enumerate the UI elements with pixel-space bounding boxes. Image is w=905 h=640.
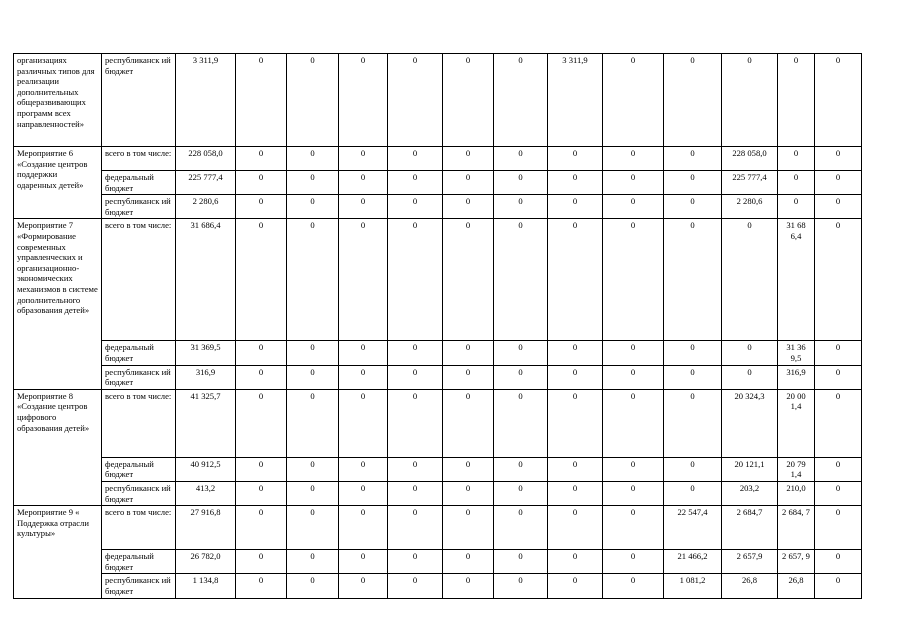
event-cell: Мероприятие 7 «Формирование современных управленческих и организационно-экономических механизмов в системе дополнительного образования детей» [14,219,102,389]
funding-source-cell: республиканск ий бюджет [102,574,176,598]
value-cell: 0 [236,550,287,574]
value-cell: 0 [287,195,339,219]
table-row [14,574,862,598]
value-cell: 0 [815,389,862,457]
value-cell: 0 [815,506,862,550]
value-cell: 31 369,5 [176,341,236,365]
value-cell: 0 [603,341,664,365]
value-cell: 0 [722,219,778,341]
value-cell: 0 [603,506,664,550]
value-cell: 2 280,6 [176,195,236,219]
value-cell: 1 134,8 [176,574,236,598]
table-row [14,506,862,550]
value-cell: 228 058,0 [722,147,778,171]
value-cell: 0 [443,389,494,457]
value-cell: 203,2 [722,481,778,505]
value-cell: 0 [339,389,388,457]
value-cell: 0 [339,219,388,341]
value-cell: 0 [664,54,722,147]
value-cell: 0 [603,389,664,457]
value-cell: 0 [287,171,339,195]
value-cell: 0 [548,195,603,219]
funding-source-cell: всего в том числе: [102,389,176,457]
value-cell: 0 [494,54,548,147]
value-cell: 0 [815,457,862,481]
value-cell: 0 [236,389,287,457]
table-row [14,550,862,574]
table-row [14,219,862,341]
value-cell: 0 [236,341,287,365]
value-cell: 0 [494,341,548,365]
value-cell: 0 [548,457,603,481]
value-cell: 0 [548,550,603,574]
value-cell: 0 [388,574,443,598]
value-cell: 0 [236,506,287,550]
table-row [14,389,862,457]
value-cell: 0 [815,550,862,574]
value-cell: 41 325,7 [176,389,236,457]
table-row [14,171,862,195]
value-cell: 0 [778,54,815,147]
value-cell: 0 [494,171,548,195]
value-cell: 0 [287,219,339,341]
value-cell: 0 [236,54,287,147]
value-cell: 0 [388,389,443,457]
funding-source-cell: республиканск ий бюджет [102,481,176,505]
budget-table-page [13,53,861,596]
value-cell: 0 [815,341,862,365]
value-cell: 0 [287,54,339,147]
value-cell: 0 [722,365,778,389]
value-cell: 0 [388,147,443,171]
value-cell: 0 [388,54,443,147]
value-cell: 31 68 6,4 [778,219,815,341]
value-cell: 0 [722,54,778,147]
table-row [14,457,862,481]
value-cell: 0 [388,195,443,219]
funding-source-cell: федеральный бюджет [102,457,176,481]
value-cell: 0 [494,481,548,505]
funding-source-cell: республиканск ий бюджет [102,54,176,147]
value-cell: 0 [443,195,494,219]
value-cell: 0 [236,219,287,341]
value-cell: 0 [548,365,603,389]
value-cell: 0 [494,147,548,171]
value-cell: 228 058,0 [176,147,236,171]
value-cell: 0 [287,550,339,574]
event-cell: Мероприятие 6 «Создание центров поддержки одаренных детей» [14,147,102,219]
value-cell: 0 [603,574,664,598]
value-cell: 20 79 1,4 [778,457,815,481]
value-cell: 0 [339,574,388,598]
value-cell: 0 [664,457,722,481]
value-cell: 0 [287,147,339,171]
value-cell: 0 [603,219,664,341]
value-cell: 316,9 [176,365,236,389]
value-cell: 0 [236,171,287,195]
value-cell: 0 [339,481,388,505]
value-cell: 0 [548,147,603,171]
value-cell: 2 657, 9 [778,550,815,574]
value-cell: 0 [388,457,443,481]
value-cell: 26,8 [778,574,815,598]
value-cell: 0 [494,457,548,481]
value-cell: 0 [339,147,388,171]
value-cell: 225 777,4 [176,171,236,195]
value-cell: 0 [443,574,494,598]
value-cell: 413,2 [176,481,236,505]
value-cell: 0 [494,219,548,341]
value-cell: 0 [236,365,287,389]
value-cell: 0 [339,365,388,389]
table-row [14,147,862,171]
value-cell: 0 [287,389,339,457]
event-cell: Мероприятие 8 «Создание центров цифрового образования детей» [14,389,102,505]
funding-source-cell: республиканск ий бюджет [102,365,176,389]
value-cell: 0 [287,457,339,481]
value-cell: 0 [443,506,494,550]
value-cell: 0 [664,219,722,341]
value-cell: 0 [603,147,664,171]
funding-source-cell: федеральный бюджет [102,550,176,574]
value-cell: 0 [388,171,443,195]
value-cell: 0 [603,171,664,195]
value-cell: 0 [388,219,443,341]
funding-source-cell: всего в том числе: [102,147,176,171]
value-cell: 20 00 1,4 [778,389,815,457]
value-cell: 0 [443,147,494,171]
value-cell: 0 [443,365,494,389]
value-cell: 0 [664,171,722,195]
value-cell: 0 [815,365,862,389]
value-cell: 316,9 [778,365,815,389]
value-cell: 225 777,4 [722,171,778,195]
value-cell: 0 [664,365,722,389]
value-cell: 0 [664,195,722,219]
value-cell: 0 [815,147,862,171]
value-cell: 27 916,8 [176,506,236,550]
value-cell: 0 [603,195,664,219]
value-cell: 0 [664,147,722,171]
value-cell: 210,0 [778,481,815,505]
table-row [14,481,862,505]
value-cell: 0 [388,481,443,505]
value-cell: 0 [548,341,603,365]
value-cell: 0 [443,171,494,195]
value-cell: 0 [388,550,443,574]
value-cell: 0 [339,54,388,147]
funding-source-cell: федеральный бюджет [102,341,176,365]
value-cell: 0 [287,341,339,365]
value-cell: 0 [548,389,603,457]
table-row [14,54,862,147]
value-cell: 2 684, 7 [778,506,815,550]
value-cell: 0 [603,457,664,481]
value-cell: 0 [339,457,388,481]
value-cell: 0 [443,219,494,341]
value-cell: 0 [815,574,862,598]
value-cell: 0 [494,365,548,389]
value-cell: 26,8 [722,574,778,598]
value-cell: 0 [236,457,287,481]
value-cell: 0 [443,457,494,481]
value-cell: 0 [339,171,388,195]
event-cell: Мероприятие 9 « Поддержка отрасли культуры» [14,506,102,598]
value-cell: 0 [603,365,664,389]
value-cell: 0 [778,147,815,171]
value-cell: 0 [443,481,494,505]
value-cell: 0 [603,54,664,147]
value-cell: 0 [664,389,722,457]
value-cell: 0 [548,506,603,550]
value-cell: 0 [815,481,862,505]
value-cell: 0 [815,171,862,195]
value-cell: 0 [388,365,443,389]
budget-table [13,53,862,599]
value-cell: 0 [548,171,603,195]
value-cell: 0 [236,147,287,171]
value-cell: 0 [778,171,815,195]
value-cell: 0 [815,219,862,341]
value-cell: 0 [603,550,664,574]
value-cell: 0 [287,481,339,505]
value-cell: 0 [287,506,339,550]
value-cell: 20 324,3 [722,389,778,457]
value-cell: 26 782,0 [176,550,236,574]
event-cell: организациях различных типов для реализации дополнительных общеразвивающих программ всех направленностей» [14,54,102,147]
value-cell: 0 [494,550,548,574]
value-cell: 0 [287,574,339,598]
value-cell: 0 [494,574,548,598]
value-cell: 0 [339,341,388,365]
value-cell: 0 [603,481,664,505]
value-cell: 2 684,7 [722,506,778,550]
table-row [14,195,862,219]
value-cell: 31 36 9,5 [778,341,815,365]
value-cell: 22 547,4 [664,506,722,550]
value-cell: 0 [388,341,443,365]
value-cell: 40 912,5 [176,457,236,481]
value-cell: 0 [236,574,287,598]
value-cell: 2 280,6 [722,195,778,219]
value-cell: 0 [548,219,603,341]
value-cell: 20 121,1 [722,457,778,481]
funding-source-cell: республиканск ий бюджет [102,195,176,219]
funding-source-cell: всего в том числе: [102,219,176,341]
value-cell: 0 [443,550,494,574]
value-cell: 0 [443,54,494,147]
table-row [14,341,862,365]
value-cell: 1 081,2 [664,574,722,598]
value-cell: 0 [388,506,443,550]
table-row [14,365,862,389]
value-cell: 0 [339,195,388,219]
value-cell: 0 [664,481,722,505]
value-cell: 31 686,4 [176,219,236,341]
value-cell: 3 311,9 [176,54,236,147]
value-cell: 0 [236,481,287,505]
funding-source-cell: всего в том числе: [102,506,176,550]
value-cell: 0 [548,574,603,598]
value-cell: 0 [236,195,287,219]
value-cell: 0 [287,365,339,389]
value-cell: 0 [778,195,815,219]
value-cell: 0 [443,341,494,365]
funding-source-cell: федеральный бюджет [102,171,176,195]
value-cell: 0 [494,389,548,457]
value-cell: 0 [664,341,722,365]
value-cell: 0 [339,506,388,550]
value-cell: 3 311,9 [548,54,603,147]
value-cell: 0 [722,341,778,365]
value-cell: 0 [494,506,548,550]
value-cell: 0 [815,54,862,147]
value-cell: 0 [494,195,548,219]
value-cell: 0 [339,550,388,574]
value-cell: 2 657,9 [722,550,778,574]
value-cell: 21 466,2 [664,550,722,574]
value-cell: 0 [548,481,603,505]
value-cell: 0 [815,195,862,219]
